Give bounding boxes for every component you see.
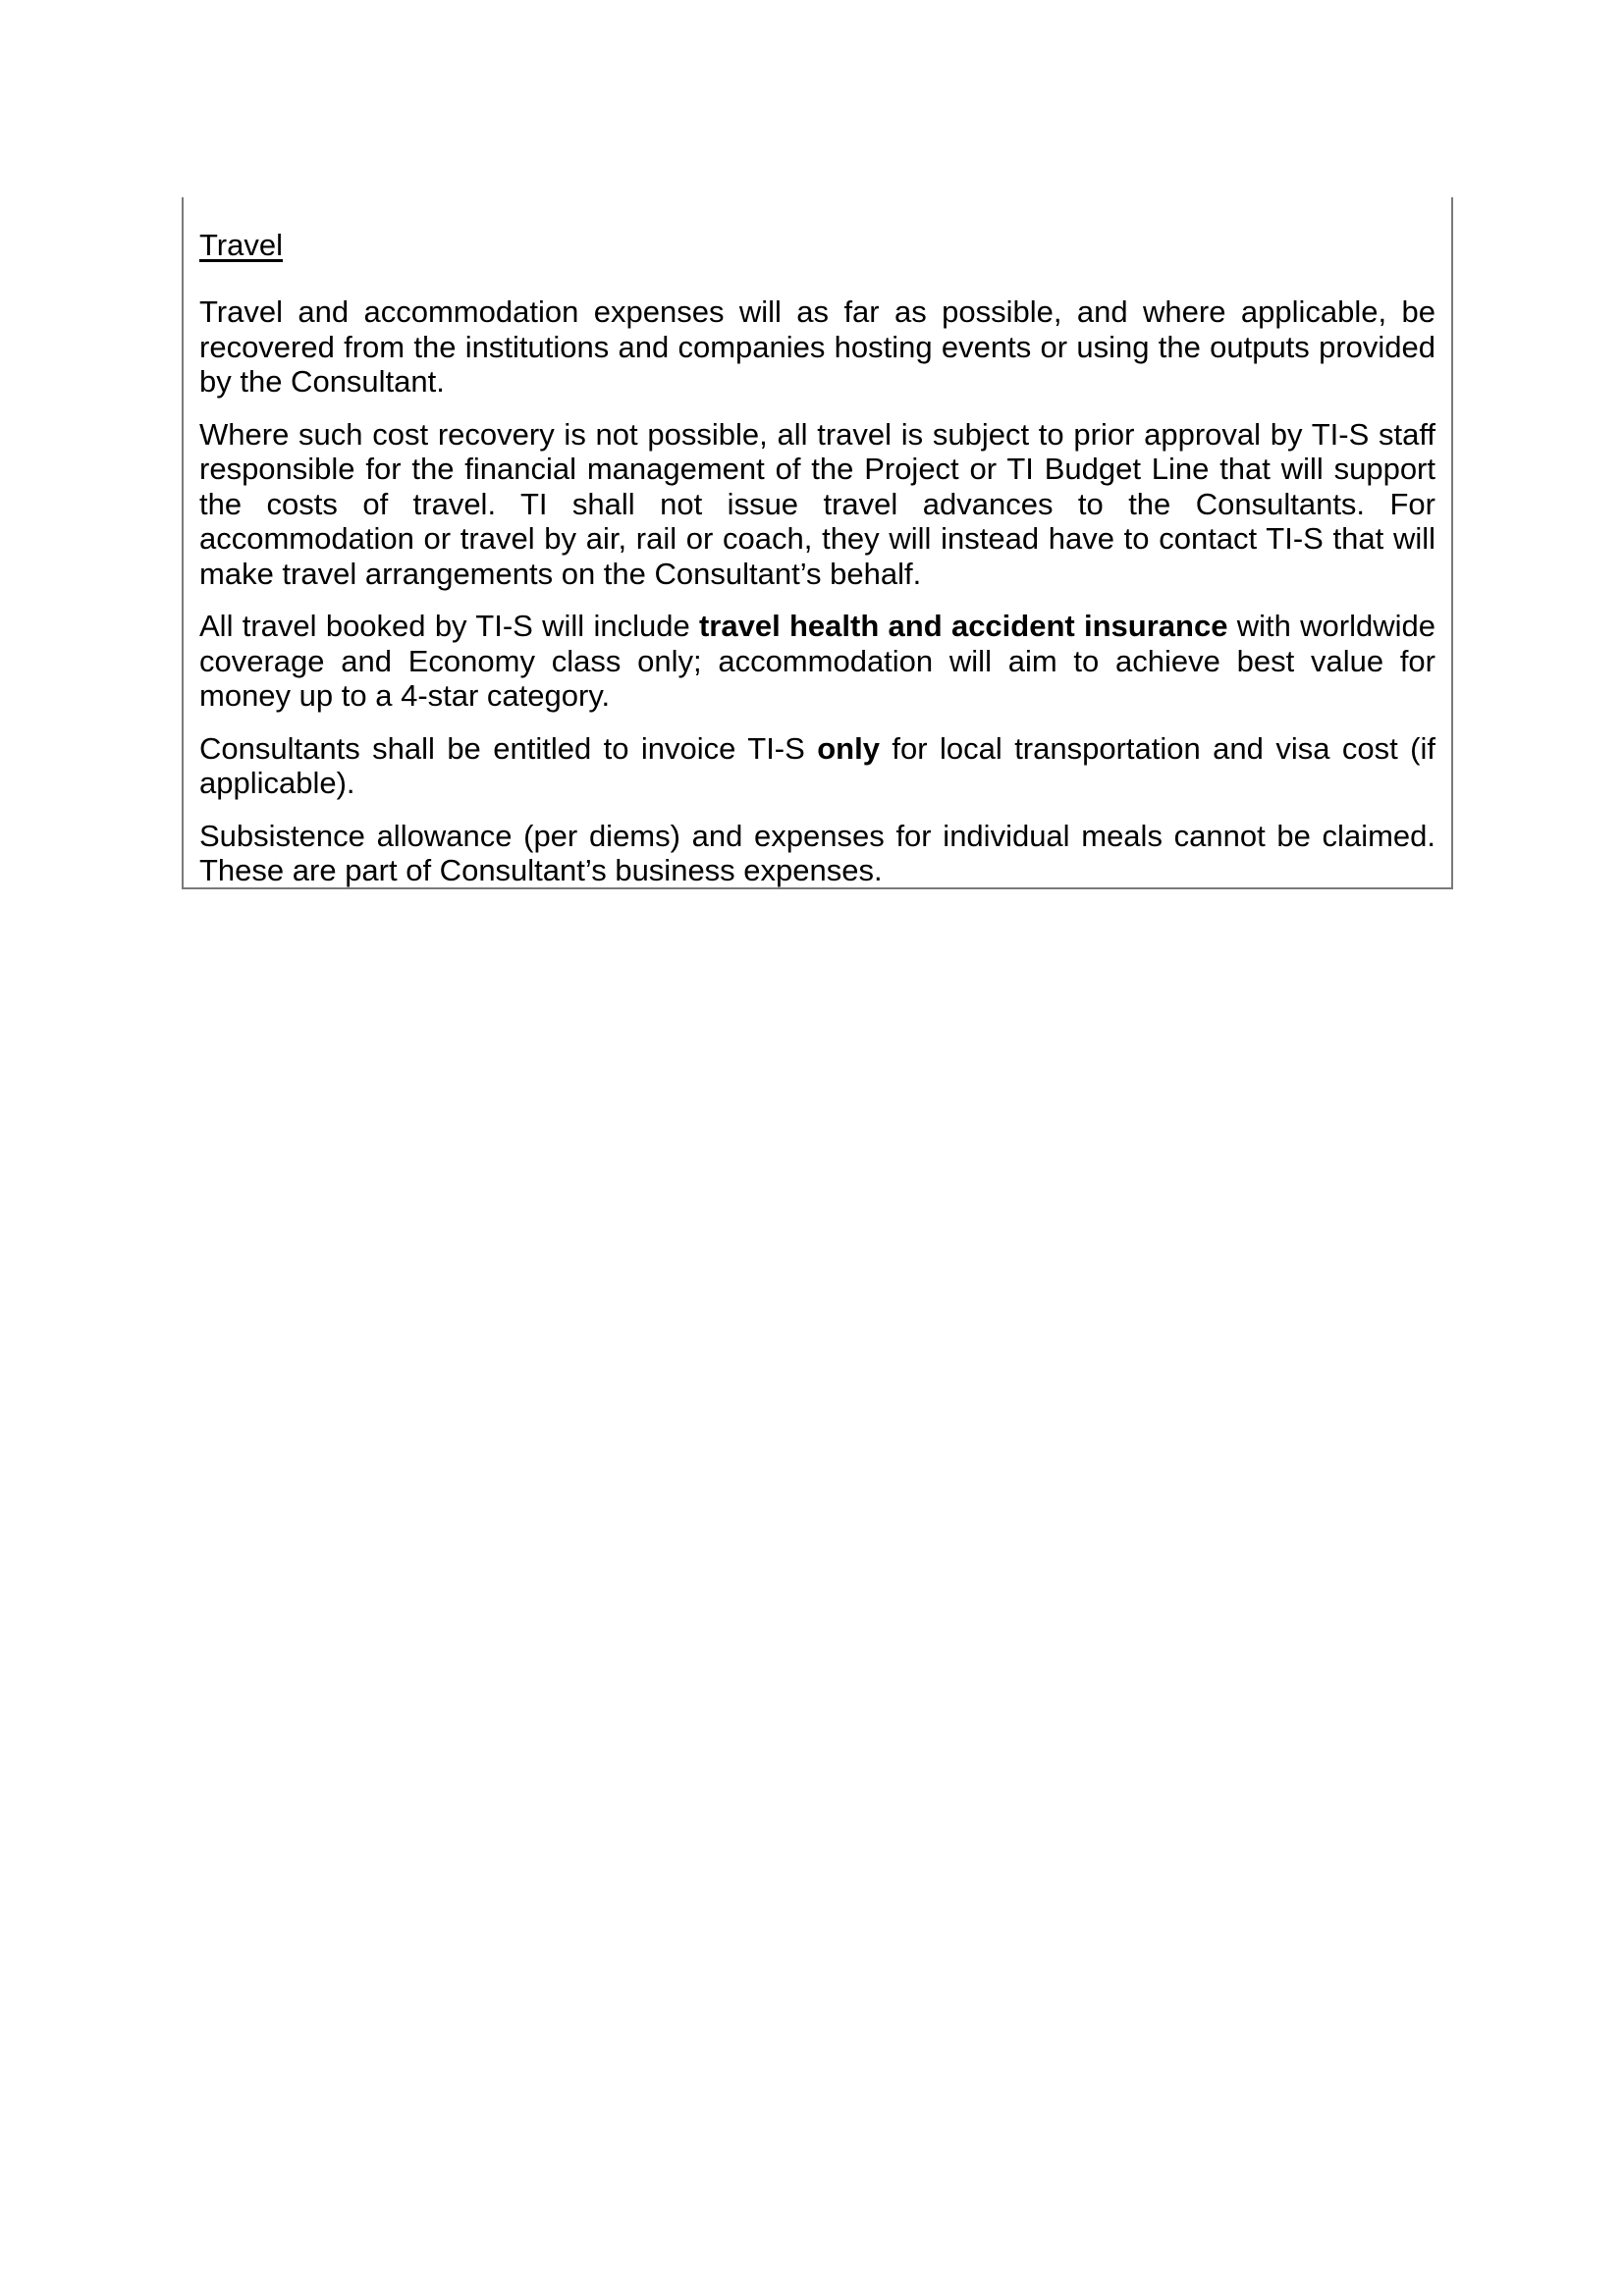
bold-emphasis: travel health and accident insurance xyxy=(698,609,1228,643)
paragraph-text: All travel booked by TI-S will include xyxy=(199,609,699,643)
paragraph-cost-recovery: Travel and accommodation expenses will as far as possible, and where applicable, be recovered from the institutions and companies hosting events or using the outputs provided by the Consultant. xyxy=(199,294,1435,399)
paragraph-invoice xyxy=(199,731,1435,801)
table-cell xyxy=(199,228,1435,888)
travel-section-table xyxy=(182,197,1453,889)
bold-emphasis: only xyxy=(817,730,880,766)
paragraph-text: Consultants shall be entitled to invoice TI-S xyxy=(199,730,818,766)
paragraph-text: with worldwide coverage and Economy class only; accommodation will aim to achieve best value for money up to a 4-star category. xyxy=(199,609,1435,713)
paragraph-prior-approval: Where such cost recovery is not possible, all travel is subject to prior approval by TI-S staff responsible for the financial management of the Project or TI Budget Line that will support the costs of travel. TI shall not issue travel advances to the Consultants. For accommodation or travel by air, rail or coach, they will instead have to contact TI-S that will make travel arrangements on the Consultant’s behalf. xyxy=(199,416,1435,591)
paragraph-subsistence: Subsistence allowance (per diems) and expenses for individual meals cannot be claimed. These are part of Consultant’s business expenses. xyxy=(199,818,1435,887)
paragraph-insurance xyxy=(199,609,1435,714)
paragraph-text: for local transportation and visa cost (if applicable). xyxy=(199,730,1435,800)
section-heading: Travel xyxy=(199,228,283,262)
